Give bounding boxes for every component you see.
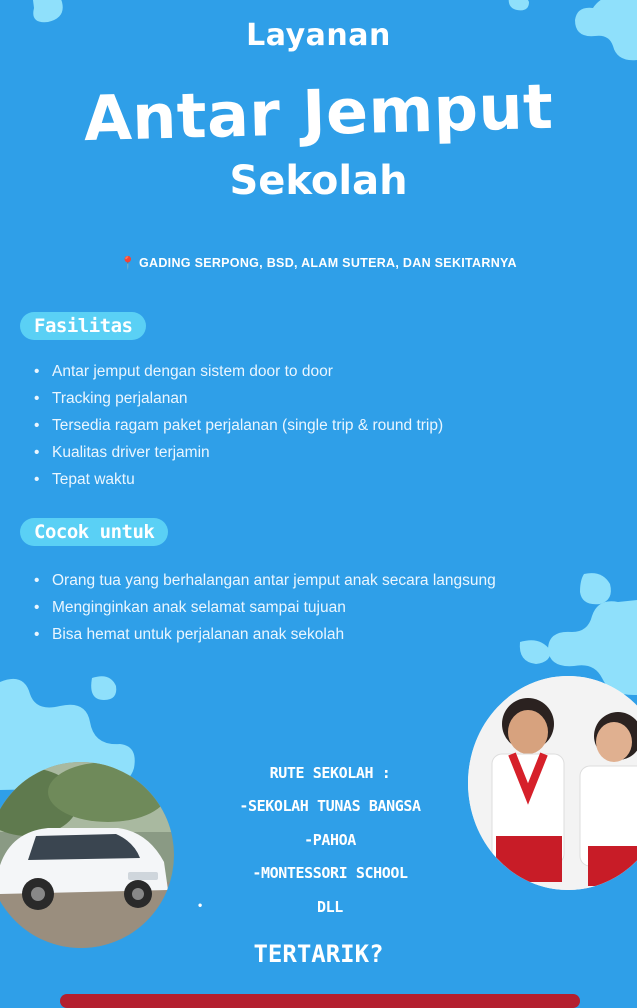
location-text: GADING SERPONG, BSD, ALAM SUTERA, DAN SEKITARNYA [139,256,517,270]
list-item: • Bisa hemat untuk perjalanan anak sekolah [32,621,592,648]
car-photo [0,762,174,948]
list-item: • Tracking perjalanan [32,385,443,412]
route-item: DLL [317,898,343,916]
list-item: • Tepat waktu [32,466,443,493]
header-title: Antar Jemput [82,69,555,156]
list-item: • Antar jemput dengan sistem door to door [32,358,443,385]
list-item: • Kualitas driver terjamin [32,439,443,466]
header-sekolah: Sekolah [229,158,408,204]
cocok-list [32,567,592,648]
route-item: -MONTESSORI SCHOOL [252,864,408,882]
students-photo [468,676,637,890]
location-line [0,256,637,271]
contact-bar[interactable] [60,994,580,1008]
route-title: RUTE SEKOLAH : [269,764,391,782]
pin-icon: 📍 [120,256,136,270]
cta-text: TERTARIK? [253,940,384,968]
route-item: -PAHOA [304,831,356,849]
header-layanan: Layanan [246,18,391,53]
bullet-dot: • [198,898,203,912]
list-item: • Menginginkan anak selamat sampai tujuan [32,594,592,621]
route-item: -SEKOLAH TUNAS BANGSA [239,797,421,815]
list-item: • Tersedia ragam paket perjalanan (single trip & round trip) [32,412,443,439]
cocok-heading: Cocok untuk [20,518,168,546]
fasilitas-heading: Fasilitas [20,312,146,340]
fasilitas-list [32,358,443,493]
list-item: • Orang tua yang berhalangan antar jemput anak secara langsung [32,567,592,594]
